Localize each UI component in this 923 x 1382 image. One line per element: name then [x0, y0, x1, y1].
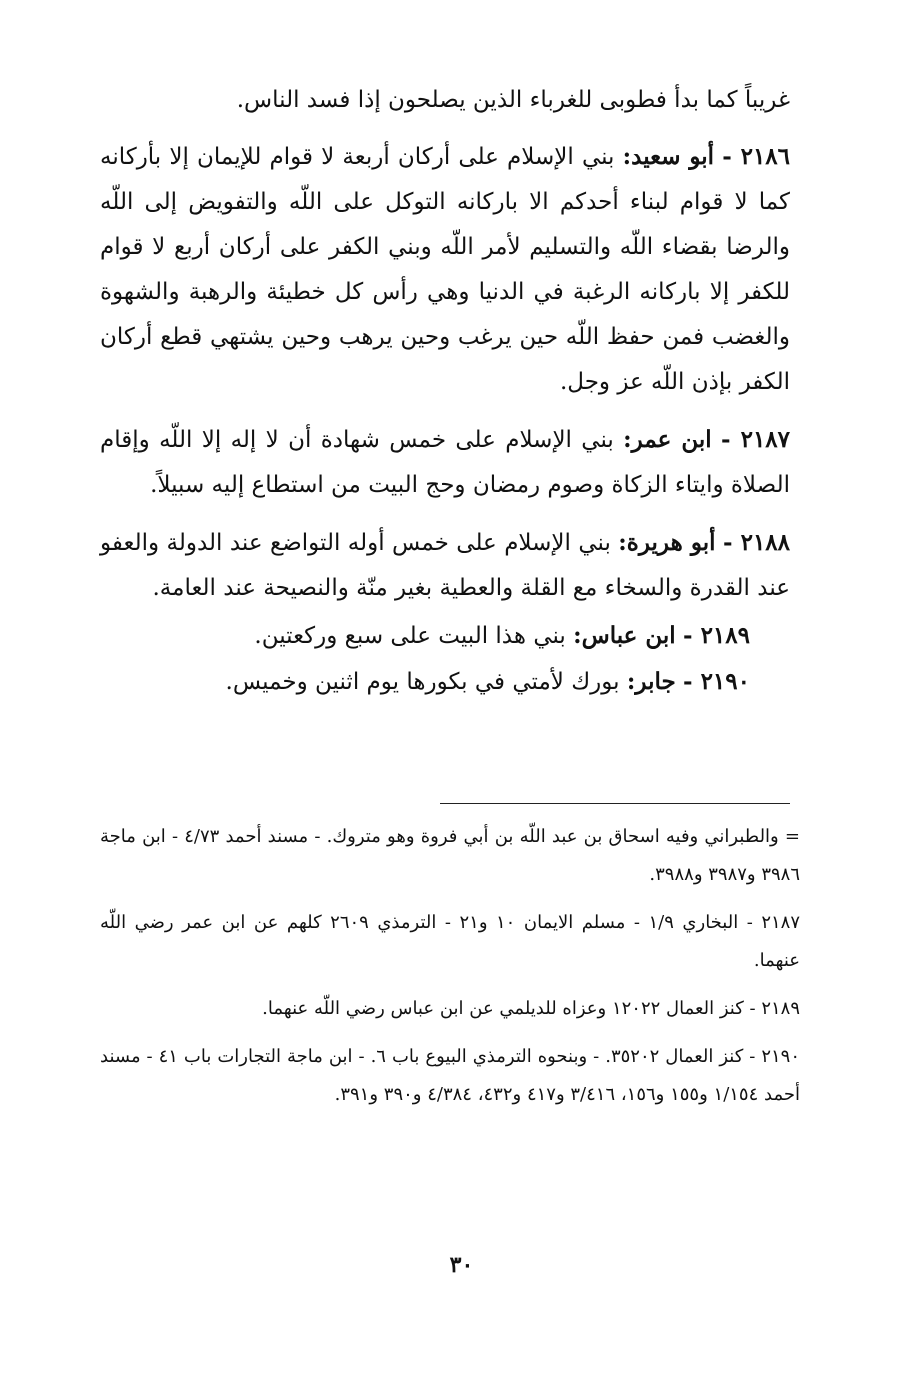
entry-text: بورك لأمتي في بكورها يوم اثنين وخميس. — [225, 669, 620, 695]
footnote: ٢١٩٠ - كنز العمال ٣٥٢٠٢. - وبنحوه الترمذي البيوع باب ٦. - ابن ماجة التجارات باب ٤١ - مسند أحمد ١/١٥٤ و١٥٥ و١٥٦، ٣/٤١٦ و٤١٧ و٤٣٢، ٤/٣٨٤ و٣٩٠ و٣٩١. — [100, 1046, 800, 1105]
footnotes — [100, 818, 800, 1124]
entry-number: ٢١٨٦ - — [722, 143, 791, 170]
entry-text: بني الإسلام على خمس شهادة أن لا إله إلا اللّه وإقام الصلاة وايتاء الزكاة وصوم رمضان وحج البيت من استطاع إليه سبيلاً. — [100, 427, 790, 498]
footnote: ٢١٨٧ - البخاري ١/٩ - مسلم الايمان ١٠ و٢١ - الترمذي ٢٦٠٩ كلهم عن ابن عمر رضي اللّه عنهما. — [100, 912, 800, 971]
entry-narrator: جابر: — [626, 668, 676, 695]
entry-narrator: أبو هريرة: — [618, 529, 716, 556]
page-number: ٣٠ — [449, 1252, 474, 1278]
entry-number: ٢١٨٨ - — [722, 529, 791, 556]
hadith-entry-2186 — [100, 134, 790, 405]
entry-text: بني الإسلام على أركان أربعة لا قوام للإيمان إلا بأركانه كما لا قوام لبناء أحدكم الا باركانه التوكل على اللّه والتفويض إلى اللّه والرضا بقضاء اللّه والتسليم لأمر اللّه وبني الكفر على أركان أربع لا قوام للكفر إلا باركانه الرغبة في الدنيا وهي رأس كل خطيئة والرهبة والشهوة والغضب فمن حفظ اللّه حين يرغب وحين يرهب وحين يشتهي قطع أركان الكفر بإذن اللّه عز وجل. — [100, 144, 790, 395]
entry-number: ٢١٨٩ - — [683, 622, 750, 649]
continuation-line: غريباً كما بدأ فطوبى للغرباء الذين يصلحون إذا فسد الناس. — [236, 87, 790, 113]
entry-narrator: ابن عباس: — [573, 622, 676, 649]
footnote: = والطبراني وفيه اسحاق بن عبد اللّه بن أبي فروة وهو متروك. - مسند أحمد ٤/٧٣ - ابن ماجة ٣٩٨٦ و٣٩٨٧ و٣٩٨٨. — [100, 826, 800, 885]
entry-number: ٢١٨٧ - — [721, 426, 791, 453]
entry-number: ٢١٩٠ - — [683, 668, 750, 695]
hadith-entry-2187 — [100, 417, 790, 508]
entry-text: بني هذا البيت على سبع وركعتين. — [254, 623, 566, 649]
hadith-entry-2189 — [100, 613, 790, 659]
footnote-divider — [440, 803, 790, 804]
entry-text: بني الإسلام على خمس أوله التواضع عند الدولة والعفو عند القدرة والسخاء مع القلة والعطية بغير منّة والنصيحة عند العامة. — [100, 530, 790, 601]
main-text — [100, 78, 790, 705]
hadith-entry-2188 — [100, 520, 790, 611]
entry-narrator: ابن عمر: — [623, 426, 712, 453]
footnote: ٢١٨٩ - كنز العمال ١٢٠٢٢ وعزاه للديلمي عن ابن عباس رضي اللّه عنهما. — [262, 998, 800, 1019]
entry-narrator: أبو سعيد: — [622, 143, 715, 170]
hadith-entry-2190 — [100, 659, 790, 705]
